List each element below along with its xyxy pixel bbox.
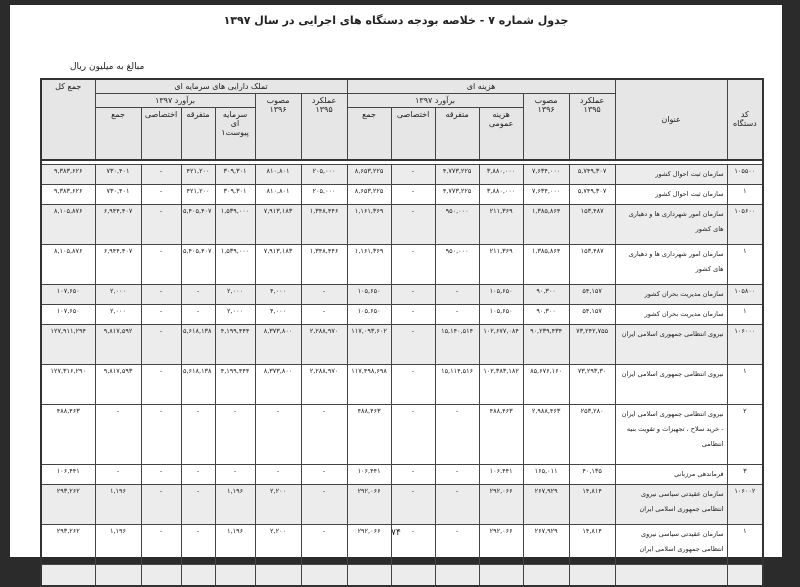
cell-cur-actual: ۱۴,۸۱۴ [569,484,615,524]
cell-title: نیروی انتظامی جمهوری اسلامی ایران [615,324,727,364]
unit-note: مبالغ به میلیون ریال [70,62,145,72]
cell-code: ۱ [727,304,763,324]
header-code: کد دستگاه [727,79,763,160]
cell-title: سازمان ثبت احوال کشور [615,184,727,204]
cell-cap-appendix: ۱,۱۹۶ [215,484,255,524]
cell-cur-general: ۱۰۶,۴۴۱ [479,464,523,484]
cell-cur-misc: ۴,۷۷۳,۲۲۵ [435,184,479,204]
cell-cur-sum: ۱۰۶,۴۴۱ [347,464,391,484]
cell-cap-actual: ۱,۳۴۸,۴۴۶ [301,204,347,244]
cell-cur-special: - [391,324,435,364]
cell-cur-general: ۲۱۱,۳۶۹ [479,244,523,284]
cell-code: ۳ [727,464,763,484]
cell-cap-special: - [141,284,181,304]
cell-cap-misc: - [181,284,215,304]
cell-cur-misc: ۹۵۰,۰۰۰ [435,244,479,284]
cell-cur-misc: ۱۵,۱۴۰,۵۱۴ [435,324,479,364]
cell-cur-special: - [391,464,435,484]
cell-cur-actual: ۵,۷۴۹,۳۰۷ [569,184,615,204]
table-row [41,284,763,304]
cell-cap-sum: ۷۳۰,۴۰۱ [95,184,141,204]
cell-title: سازمان مدیریت بحران کشور [615,284,727,304]
cell-cur-special: - [391,364,435,404]
cell-cur-approved: ۷,۶۳۴,۰۰۰ [523,164,569,184]
cell-cur-sum: ۱۱۷,۰۹۳,۶۰۲ [347,324,391,364]
document-title: جدول شماره ۷ - خلاصه بودجه دستگاه های اجرایی در سال ۱۳۹۷ [223,14,569,27]
table-row [41,404,763,464]
cell-cur-approved: ۷,۶۳۴,۰۰۰ [523,184,569,204]
cell-cap-actual: ۲,۲۸۸,۹۷۰ [301,364,347,404]
cell-cap-special: - [141,184,181,204]
cell-cap-appendix: ۴,۱۹۹,۴۴۴ [215,364,255,404]
cell-cur-approved: ۲۶۷,۹۲۹ [523,484,569,524]
cell-cur-approved: ۱۶۵,۰۱۱ [523,464,569,484]
cell-cur-sum: ۱۰۵,۶۵۰ [347,304,391,324]
cell-cap-misc: ۴۲۱,۲۰۰ [181,164,215,184]
header-capital-appendix: سرمایه ای پیوست۱ [215,108,255,160]
cell-cap-approved: ۲,۲۰۰ [255,484,301,524]
cell-code: ۱ [727,364,763,404]
cell-cap-approved: ۲,۲۰۰ [255,524,301,564]
header-cur-approved: مصوب ۱۳۹۶ [523,94,569,160]
cell-cap-actual: - [301,404,347,464]
cell-cur-actual: ۷۳,۲۴۲,۷۵۵ [569,324,615,364]
cell-cur-general: ۱۰۵,۶۵۰ [479,284,523,304]
cell-cap-actual: ۲۰۵,۰۰۰ [301,184,347,204]
table-row [41,304,763,324]
cell-cur-misc: ۴,۷۷۳,۲۲۵ [435,164,479,184]
header-general-cost: هزینه عمومی [479,108,523,160]
cell-code: ۱۰۵۵۰۰ [727,164,763,184]
cell-cap-appendix: ۱,۱۹۶ [215,524,255,564]
cell-cap-approved: ۸,۳۷۳,۸۰۰ [255,324,301,364]
cell-grand-total: ۲۹۳,۲۶۲ [41,524,95,564]
cell-cur-misc: - [435,284,479,304]
cell-cap-special: - [141,304,181,324]
cell-cur-misc: - [435,524,479,564]
cell-cur-general: ۱۰۵,۶۵۰ [479,304,523,324]
cell-cur-general: ۲۹۲,۰۶۶ [479,524,523,564]
cell-cur-special: - [391,244,435,284]
cell-cap-special: - [141,524,181,564]
table-row [41,204,763,244]
cell-grand-total: ۸,۱۰۵,۸۷۶ [41,204,95,244]
header-grand-total: جمع کل [41,79,95,160]
cell-cap-appendix: ۱,۵۳۹,۰۰۰ [215,204,255,244]
cell-cap-special: - [141,464,181,484]
cell-cur-approved: ۸۵,۶۷۶,۱۶۰ [523,364,569,404]
cell-cap-approved: ۸,۳۷۳,۸۰۰ [255,364,301,404]
table-row [41,464,763,484]
cell-title: فرماندهی مرزبانی [615,464,727,484]
cell-cap-appendix: ۱,۵۳۹,۰۰۰ [215,244,255,284]
header-capital-group: تملک دارایی های سرمایه ای [95,79,347,94]
cell-cap-special: - [141,164,181,184]
cell-cur-approved: ۹۰,۳۰۰ [523,284,569,304]
cell-cap-misc: ۵,۶۱۸,۱۳۸ [181,364,215,404]
cell-cap-appendix: ۴,۱۹۹,۴۴۴ [215,324,255,364]
header-cap-special: اختصاصی [141,108,181,160]
cell-cap-approved: - [255,464,301,484]
cell-grand-total: ۹,۳۸۳,۶۲۶ [41,164,95,184]
table-body [41,164,763,564]
header-cur-sum: جمع [347,108,391,160]
cell-code: ۱ [727,244,763,284]
cell-cap-sum: ۹,۸۱۷,۵۹۳ [95,364,141,404]
cell-cur-special: - [391,524,435,564]
cell-cap-misc: ۵,۶۱۸,۱۳۸ [181,324,215,364]
cell-cap-misc: - [181,404,215,464]
cell-cur-sum: ۱,۱۶۱,۳۶۹ [347,244,391,284]
cell-cur-approved: ۱,۳۸۵,۸۶۴ [523,244,569,284]
cell-cur-general: ۳,۸۸۰,۰۰۰ [479,184,523,204]
cell-cur-approved: ۱,۳۸۵,۸۶۴ [523,204,569,244]
cell-cur-special: - [391,164,435,184]
cell-cur-special: - [391,204,435,244]
header-cap-approved: مصوب ۱۳۹۶ [255,94,301,160]
header-cap-estimate: برآورد ۱۳۹۷ [95,94,255,108]
cell-cur-misc: - [435,304,479,324]
cell-title: نیروی انتظامی جمهوری اسلامی ایران [615,364,727,404]
cell-cap-misc: - [181,304,215,324]
cell-cur-actual: ۱۵۳,۴۸۷ [569,244,615,284]
cell-cur-special: - [391,404,435,464]
cell-cap-special: - [141,324,181,364]
header-cap-sum: جمع [95,108,141,160]
cell-cur-sum: ۴۸۸,۴۶۳ [347,404,391,464]
cell-cap-special: - [141,244,181,284]
cell-cur-general: ۱۰۲,۶۷۷,۰۸۴ [479,324,523,364]
table-row [41,364,763,404]
cell-cap-appendix: ۳۰۹,۳۰۱ [215,164,255,184]
cell-cap-misc: - [181,484,215,524]
cell-cap-actual: ۲,۲۸۸,۹۷۰ [301,324,347,364]
cell-cap-actual: - [301,484,347,524]
cell-cur-approved: ۹۰,۳۰۰ [523,304,569,324]
header-cap-misc: متفرقه [181,108,215,160]
cell-title: سازمان امور شهرداری ها و دهیاری های کشور [615,244,727,284]
cell-cur-special: - [391,304,435,324]
cell-cap-actual: - [301,524,347,564]
cell-cur-misc: - [435,404,479,464]
cell-cur-misc: - [435,484,479,524]
cell-cur-sum: ۸,۶۵۳,۲۲۵ [347,184,391,204]
cell-code: ۱۰۵۶۰۰ [727,204,763,244]
cell-cap-sum: ۶,۹۴۴,۴۰۷ [95,244,141,284]
cell-cap-actual: - [301,284,347,304]
cell-cap-approved: ۸۱۰,۸۰۱ [255,184,301,204]
cell-grand-total: ۱۰۷,۶۵۰ [41,304,95,324]
cell-cur-general: ۲۹۲,۰۶۶ [479,484,523,524]
cell-cur-misc: ۹۵۰,۰۰۰ [435,204,479,244]
cell-code: ۱۰۶۰۰۰ [727,324,763,364]
cell-cur-special: - [391,284,435,304]
cell-cur-general: ۱۰۲,۳۸۳,۱۸۲ [479,364,523,404]
cell-cur-general: ۳,۸۸۰,۰۰۰ [479,164,523,184]
cell-cap-misc: ۴۲۱,۲۰۰ [181,184,215,204]
cell-cap-approved: ۷,۹۱۳,۱۸۳ [255,244,301,284]
cell-cap-approved: - [255,404,301,464]
cell-cap-sum: - [95,404,141,464]
cell-cur-actual: ۲۵۳,۲۸۰ [569,404,615,464]
header-cap-actual: عملکرد ۱۳۹۵ [301,94,347,160]
header-current-group: هزینه ای [347,79,615,94]
cell-cap-special: - [141,404,181,464]
cell-cur-approved: ۹۰,۲۳۹,۴۳۴ [523,324,569,364]
header-title: عنوان [615,79,727,160]
cell-cur-sum: ۲۹۲,۰۶۶ [347,524,391,564]
cell-cap-appendix: ۲,۰۰۰ [215,284,255,304]
cell-code: ۱۰۵۸۰۰ [727,284,763,304]
document-page [10,5,782,557]
cell-cur-sum: ۱,۱۶۱,۳۶۹ [347,204,391,244]
cell-cap-appendix: - [215,464,255,484]
cell-cap-actual: - [301,464,347,484]
cell-code: ۱۰۶۰۰۲ [727,484,763,524]
cell-cap-approved: ۸۱۰,۸۰۱ [255,164,301,184]
cell-cap-sum: ۹,۸۱۷,۵۹۲ [95,324,141,364]
cell-cur-approved: ۲,۹۸۸,۴۶۳ [523,404,569,464]
cell-cap-approved: ۴,۰۰۰ [255,304,301,324]
header-cur-estimate: برآورد ۱۳۹۷ [347,94,523,108]
cell-cur-general: ۲۱۱,۳۶۹ [479,204,523,244]
cell-cap-sum: ۷۳۰,۴۰۱ [95,164,141,184]
cell-cur-actual: ۷۳,۲۹۳,۳۰ [569,364,615,404]
cell-cur-general: ۴۸۸,۴۶۳ [479,404,523,464]
cell-cap-sum: ۶,۹۴۴,۴۰۷ [95,204,141,244]
cell-grand-total: ۹,۳۸۳,۶۲۶ [41,184,95,204]
cell-cur-actual: ۴۰,۱۳۵ [569,464,615,484]
cell-cap-misc: - [181,524,215,564]
table-row [41,324,763,364]
cell-cap-sum: ۱,۱۹۶ [95,524,141,564]
cell-grand-total: ۸,۱۰۵,۸۷۶ [41,244,95,284]
cell-cap-approved: ۷,۹۱۳,۱۸۳ [255,204,301,244]
cell-title: سازمان ثبت احوال کشور [615,164,727,184]
page-number: ۷۴ [391,528,401,538]
cell-cap-actual: - [301,304,347,324]
cell-cap-special: - [141,204,181,244]
cell-cur-actual: ۵۴,۱۵۷ [569,304,615,324]
cell-cur-sum: ۱۰۵,۶۵۰ [347,284,391,304]
cell-grand-total: ۲۹۳,۲۶۲ [41,484,95,524]
cell-cur-sum: ۱۱۷,۴۹۸,۶۹۸ [347,364,391,404]
cell-code: ۲ [727,404,763,464]
cell-cap-sum: ۲,۰۰۰ [95,304,141,324]
cell-cap-actual: ۱,۳۴۸,۴۴۶ [301,244,347,284]
header-cur-special: اختصاصی [391,108,435,160]
table-header [41,79,763,164]
cell-cur-actual: ۵,۷۴۹,۳۰۷ [569,164,615,184]
cell-title: سازمان مدیریت بحران کشور [615,304,727,324]
cell-code: ۱ [727,184,763,204]
cell-cur-actual: ۱۵۳,۴۸۷ [569,204,615,244]
cell-cap-actual: ۲۰۵,۰۰۰ [301,164,347,184]
cell-cap-approved: ۴,۰۰۰ [255,284,301,304]
cell-code: ۱ [727,524,763,564]
cell-cap-special: - [141,364,181,404]
cell-cur-special: - [391,184,435,204]
cell-cap-appendix: ۲,۰۰۰ [215,304,255,324]
cell-cap-misc: - [181,464,215,484]
cell-cur-sum: ۸,۶۵۳,۲۲۵ [347,164,391,184]
cell-cap-appendix: - [215,404,255,464]
cell-grand-total: ۴۸۸,۴۶۳ [41,404,95,464]
cell-title: سازمان عقیدتی سیاسی نیروی انتظامی جمهوری اسلامی ایران [615,524,727,564]
cell-cur-actual: ۵۴,۱۵۷ [569,284,615,304]
cell-cap-sum: ۲,۰۰۰ [95,284,141,304]
table-row [41,244,763,284]
cell-cap-misc: ۵,۴۰۵,۴۰۷ [181,204,215,244]
cell-grand-total: ۱۰۶,۴۴۱ [41,464,95,484]
cell-title: سازمان امور شهرداری ها و دهیاری های کشور [615,204,727,244]
cell-cap-special: - [141,484,181,524]
header-cur-actual: عملکرد ۱۳۹۵ [569,94,615,160]
cell-grand-total: ۱۲۷,۹۱۱,۲۹۴ [41,324,95,364]
cell-cur-approved: ۲۶۷,۹۲۹ [523,524,569,564]
cell-cap-misc: ۵,۴۰۵,۴۰۷ [181,244,215,284]
cell-cap-sum: ۱,۱۹۶ [95,484,141,524]
cell-cap-sum: - [95,464,141,484]
cell-cur-misc: - [435,464,479,484]
cell-cur-actual: ۱۴,۸۱۴ [569,524,615,564]
header-cur-misc: متفرقه [435,108,479,160]
cell-cur-special: - [391,484,435,524]
cell-title: سازمان عقیدتی سیاسی نیروی انتظامی جمهوری اسلامی ایران [615,484,727,524]
empty-row [41,564,763,586]
cell-grand-total: ۱۲۷,۳۱۶,۲۹۰ [41,364,95,404]
table-row [41,184,763,204]
table-row [41,164,763,184]
budget-table [40,78,764,587]
cell-cur-sum: ۲۹۲,۰۶۶ [347,484,391,524]
cell-cap-appendix: ۳۰۹,۳۰۱ [215,184,255,204]
table-row [41,484,763,524]
cell-cur-misc: ۱۵,۱۱۴,۵۱۶ [435,364,479,404]
cell-title: نیروی انتظامی جمهوری اسلامی ایران - خرید سلاح ، تجهیزات و تقویت بنیه انتظامی [615,404,727,464]
cell-grand-total: ۱۰۷,۶۵۰ [41,284,95,304]
